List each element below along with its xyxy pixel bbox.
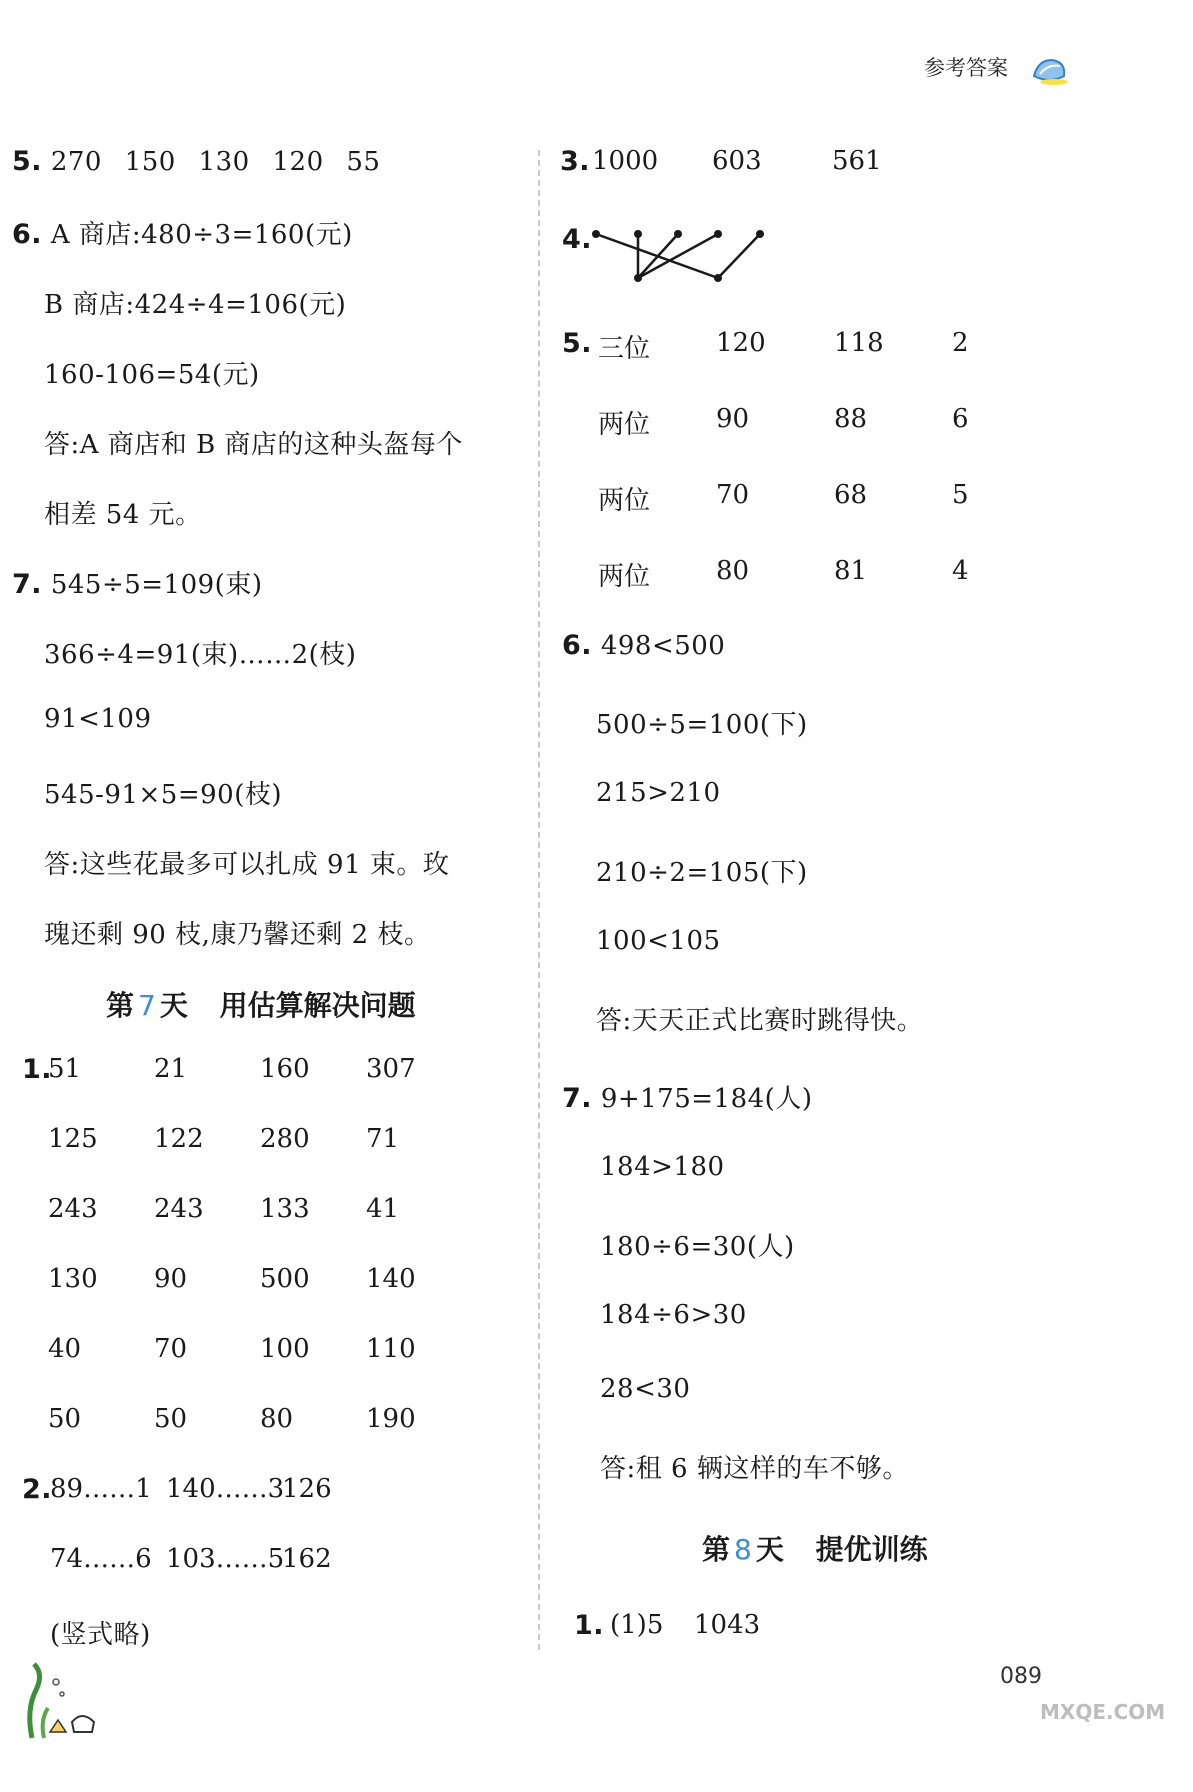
grid-cell: 50 [48, 1404, 82, 1434]
grid-cell: 70 [154, 1334, 188, 1364]
d7q2-number [22, 1474, 52, 1505]
right-q7-line3: 180÷6=30(人) [600, 1232, 795, 1262]
grid-cell: 100 [260, 1334, 310, 1364]
grid-cell: 三位 [598, 334, 651, 364]
grid-cell: 50 [154, 1404, 188, 1434]
grid-cell: 130 [48, 1264, 98, 1294]
grid-cell: 2 [952, 328, 969, 358]
question-number: 2. [22, 1474, 53, 1505]
left-q7-line1 [12, 564, 262, 601]
grid-cell: 81 [834, 556, 868, 586]
question-number: 5. [12, 146, 43, 177]
left-q6-line4: 答:A 商店和 B 商店的这种头盔每个 [44, 430, 463, 460]
right-q3-cell: 561 [832, 146, 882, 176]
question-number: 7. [562, 1083, 593, 1114]
right-q7-line2: 184>180 [600, 1152, 725, 1182]
right-q6-line4: 210÷2=105(下) [596, 858, 808, 888]
grid-cell: 71 [366, 1124, 400, 1154]
left-q7-line3: 91<109 [44, 704, 152, 734]
grid-cell: 125 [48, 1124, 98, 1154]
right-q6-line3: 215>210 [596, 778, 721, 808]
left-q6-line5: 相差 54 元。 [44, 500, 202, 530]
grid-cell: 21 [154, 1054, 188, 1084]
grid-cell: 140……3 [166, 1474, 285, 1504]
grid-cell: 两位 [598, 486, 651, 516]
d8q1-cell: 1043 [694, 1610, 761, 1640]
grid-cell: 190 [366, 1404, 416, 1434]
grid-cell: 6 [952, 404, 969, 434]
question-number: 6. [562, 630, 593, 661]
grid-cell: 88 [834, 404, 868, 434]
grid-cell: 243 [154, 1194, 204, 1224]
grid-cell: 120 [716, 328, 766, 358]
grid-cell: 5 [952, 480, 969, 510]
question-number: 3. [560, 146, 591, 177]
grid-cell: 90 [154, 1264, 188, 1294]
day-suffix: 天 [159, 989, 188, 1022]
grid-cell: 307 [366, 1054, 416, 1084]
column-divider [538, 150, 540, 1650]
grid-cell: 68 [834, 480, 868, 510]
question-number: 6. [12, 219, 43, 250]
seaweed-decoration-icon [22, 1660, 102, 1740]
grid-cell: 两位 [598, 410, 651, 440]
day-number: 7 [138, 989, 156, 1022]
right-q5-number [562, 328, 592, 359]
section-title-day8 [702, 1528, 928, 1568]
right-q6-line6: 答:天天正式比赛时跳得快。 [596, 1006, 924, 1036]
day-prefix: 第 [106, 989, 135, 1022]
answer-text: 9+175=184(人) [600, 1084, 813, 1114]
matching-lines-diagram [590, 226, 780, 286]
grid-cell: 74……6 [50, 1544, 152, 1574]
grid-cell: 41 [366, 1194, 400, 1224]
header-title: 参考答案 [924, 56, 1008, 80]
left-q7-line4: 545-91×5=90(枝) [44, 780, 282, 810]
right-q7-line1 [562, 1078, 812, 1115]
grid-cell: 80 [260, 1404, 294, 1434]
grid-cell: 80 [716, 556, 750, 586]
grid-cell: 133 [260, 1194, 310, 1224]
answer-text: 270 150 130 120 55 [50, 147, 381, 177]
grid-cell: 110 [366, 1334, 416, 1364]
grid-cell: 89……1 [50, 1474, 152, 1504]
right-q3-number [560, 146, 590, 177]
left-q6-line1 [12, 214, 353, 251]
right-q6-line2: 500÷5=100(下) [596, 710, 808, 740]
day-suffix: 天 [755, 1533, 784, 1566]
left-q6-line3: 160-106=54(元) [44, 360, 260, 390]
section-title-day7 [106, 984, 416, 1024]
right-q6-line5: 100<105 [596, 926, 721, 956]
grid-cell: 122 [154, 1124, 204, 1154]
grid-cell: 90 [716, 404, 750, 434]
grid-cell: 280 [260, 1124, 310, 1154]
answer-text: A 商店:480÷3=160(元) [50, 220, 353, 250]
left-q7-line2: 366÷4=91(束)……2(枝) [44, 640, 357, 670]
day-prefix: 第 [702, 1533, 731, 1566]
grid-cell: 126 [282, 1474, 332, 1504]
day-number: 8 [734, 1533, 752, 1566]
question-number: 7. [12, 569, 43, 600]
right-q7-line5: 28<30 [600, 1374, 691, 1404]
question-number: 4. [562, 224, 593, 255]
left-q7-line6: 瑰还剩 90 枝,康乃馨还剩 2 枝。 [44, 920, 431, 950]
d8q1-number [574, 1610, 604, 1641]
answer-text: 545÷5=109(束) [50, 570, 263, 600]
grid-cell: 140 [366, 1264, 416, 1294]
right-q7-line6: 答:租 6 辆这样的车不够。 [600, 1454, 909, 1484]
section-name: 用估算解决问题 [219, 989, 416, 1022]
left-q6-line2: B 商店:424÷4=106(元) [44, 290, 347, 320]
right-q7-line4: 184÷6>30 [600, 1300, 747, 1330]
grid-cell: 两位 [598, 562, 651, 592]
left-q5 [12, 146, 380, 177]
page-number: 089 [1000, 1664, 1042, 1689]
grid-cell: 243 [48, 1194, 98, 1224]
grid-cell: 70 [716, 480, 750, 510]
right-q3-cell: 1000 [592, 146, 659, 176]
shell-icon [1030, 54, 1070, 88]
d8q1-cell: (1)5 [610, 1610, 664, 1640]
grid-cell: 160 [260, 1054, 310, 1084]
grid-cell: 103……5 [166, 1544, 285, 1574]
grid-cell: 162 [282, 1544, 332, 1574]
watermark-text: MXQE.COM [1040, 1700, 1166, 1724]
grid-cell: 500 [260, 1264, 310, 1294]
d7q2-note: (竖式略) [50, 1620, 151, 1650]
question-number: 5. [562, 328, 593, 359]
right-q3-cell: 603 [712, 146, 762, 176]
section-name: 提优训练 [815, 1533, 928, 1566]
right-q4-number [562, 224, 592, 255]
right-q6-line1 [562, 630, 725, 661]
grid-cell: 40 [48, 1334, 82, 1364]
question-number: 1. [574, 1610, 605, 1641]
grid-cell: 118 [834, 328, 884, 358]
left-q7-line5: 答:这些花最多可以扎成 91 束。玫 [44, 850, 450, 880]
grid-cell: 51 [48, 1054, 82, 1084]
answer-text: 498<500 [600, 631, 726, 661]
grid-cell: 4 [952, 556, 969, 586]
question-number: 1. [22, 1054, 53, 1085]
